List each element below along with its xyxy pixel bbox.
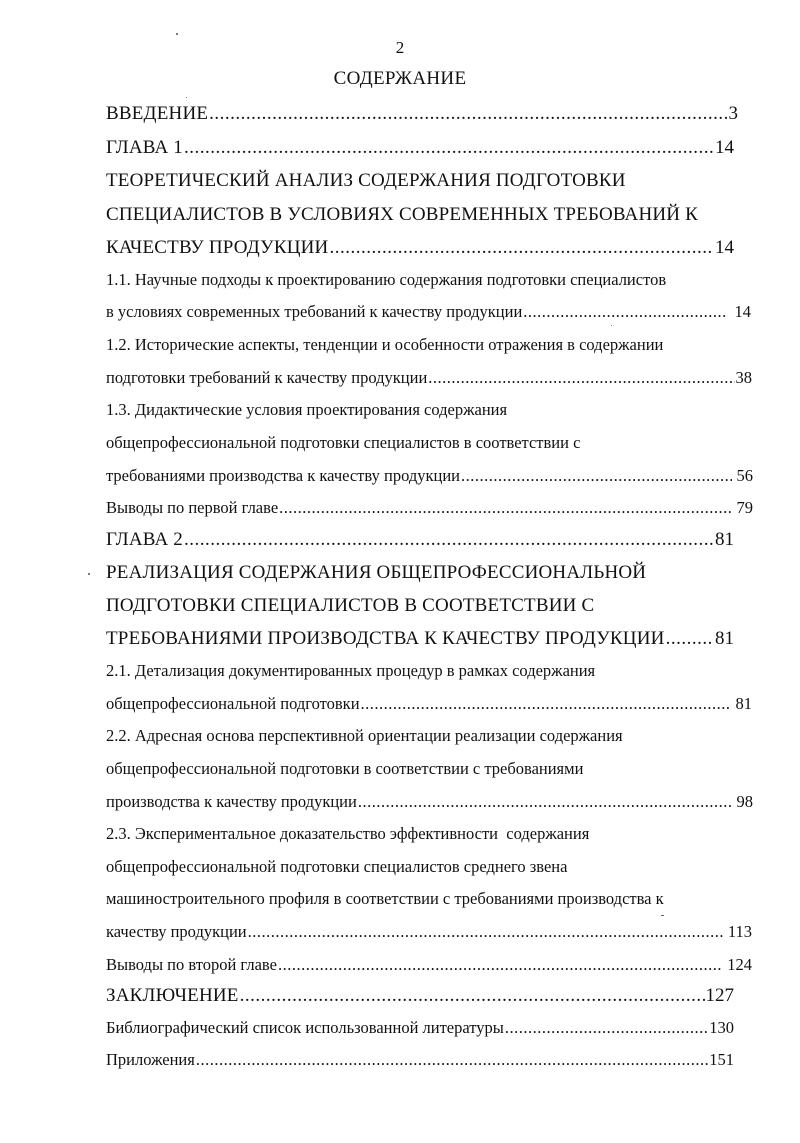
dot-leader: [196, 1050, 708, 1070]
toc-entry-conclusions-2[interactable]: [106, 955, 752, 975]
toc-entry-section-1-1[interactable]: [106, 302, 751, 322]
toc-entry-label: общепрофессиональной подготовки: [106, 694, 360, 713]
toc-entry-page: 81: [715, 628, 734, 649]
toc-entry-bibliography[interactable]: [106, 1018, 734, 1038]
page-title: СОДЕРЖАНИЕ: [333, 68, 467, 89]
toc-entry-page: 113: [727, 922, 752, 941]
toc-entry-conclusion[interactable]: [106, 985, 734, 1007]
dot-leader: [278, 955, 722, 975]
dot-leader: [184, 137, 714, 159]
dot-leader: [209, 103, 727, 125]
toc-entry-page: 14: [734, 302, 751, 321]
toc-entry-label: требованиями производства к качеству продукции: [106, 466, 461, 485]
toc-entry-label: в условиях современных требований к качеству продукции: [106, 302, 523, 321]
toc-entry-label: подготовки требований к качеству продукции: [106, 368, 428, 387]
toc-entry-chapter-1-title[interactable]: [106, 237, 734, 259]
toc-section-line: 1.3. Дидактические условия проектирования содержания: [106, 400, 508, 419]
toc-entry-chapter-2[interactable]: [106, 529, 734, 551]
toc-entry-label: ЗАКЛЮЧЕНИЕ: [106, 985, 239, 1006]
toc-section-line: общепрофессиональной подготовки специалистов среднего звена: [106, 857, 568, 876]
toc-entry-label: производства к качеству продукции: [106, 792, 357, 811]
toc-entry-page: 130: [709, 1018, 734, 1037]
toc-entry-label: Библиографический список использованной литературы: [106, 1018, 504, 1037]
toc-section-line: машиностроительного профиля в соответствии с требованиями производства к: [106, 889, 664, 908]
toc-entry-section-2-1[interactable]: [106, 694, 752, 714]
scan-speck: [611, 325, 612, 326]
toc-entry-label: Приложения: [106, 1050, 195, 1069]
toc-chapter-1-title-line: СПЕЦИАЛИСТОВ В УСЛОВИЯХ СОВРЕМЕННЫХ ТРЕБОВАНИЙ К: [106, 204, 699, 225]
dot-leader: [428, 368, 734, 388]
dot-leader: [184, 529, 714, 551]
toc-section-line: общепрофессиональной подготовки специалистов в соответствии с: [106, 433, 581, 452]
toc-section-line: 2.1. Детализация документированных процедур в рамках содержания: [106, 661, 596, 680]
scan-speck: [176, 33, 178, 35]
toc-entry-label: Выводы по первой главе: [106, 498, 279, 517]
toc-chapter-1-title-line: ТЕОРЕТИЧЕСКИЙ АНАЛИЗ СОДЕРЖАНИЯ ПОДГОТОВКИ: [106, 170, 626, 191]
toc-entry-page: 127: [705, 985, 734, 1006]
page-number: 2: [395, 38, 405, 57]
toc-section-line: 1.1. Научные подходы к проектированию содержания подготовки специалистов: [106, 270, 667, 289]
toc-entry-page: 81: [735, 694, 752, 713]
toc-entry-section-1-3[interactable]: [106, 466, 753, 486]
toc-section-line: 1.2. Исторические аспекты, тенденции и особенности отражения в содержании: [106, 335, 664, 354]
dot-leader: [329, 237, 714, 259]
toc-entry-intro[interactable]: [106, 103, 738, 125]
dot-leader: [240, 985, 705, 1007]
toc-entry-section-1-2[interactable]: [106, 368, 752, 388]
toc-entry-conclusions-1[interactable]: [106, 498, 753, 518]
toc-entry-section-2-2[interactable]: [106, 792, 753, 812]
toc-entry-page: 151: [709, 1050, 734, 1069]
dot-leader: [505, 1018, 708, 1038]
toc-entry-section-2-3[interactable]: [106, 922, 752, 942]
dot-leader: [461, 466, 731, 486]
dot-leader: [666, 628, 714, 650]
toc-chapter-2-title-line: ПОДГОТОВКИ СПЕЦИАЛИСТОВ В СООТВЕТСТВИИ С: [106, 595, 595, 616]
toc-entry-label: ГЛАВА 1: [106, 137, 184, 158]
toc-entry-page: 14: [715, 237, 734, 258]
dot-leader: [358, 792, 732, 812]
toc-entry-page: 81: [715, 529, 734, 550]
toc-chapter-2-title-line: РЕАЛИЗАЦИЯ СОДЕРЖАНИЯ ОБЩЕПРОФЕССИОНАЛЬНОЙ: [106, 562, 647, 583]
toc-entry-label: Выводы по второй главе: [106, 955, 277, 974]
toc-entry-label: ГЛАВА 2: [106, 529, 184, 550]
scan-speck: [186, 97, 187, 98]
toc-entry-page: 79: [736, 498, 753, 517]
toc-section-line: 2.2. Адресная основа перспективной ориентации реализации содержания: [106, 726, 623, 745]
dot-leader: [248, 922, 723, 942]
toc-entry-appendices[interactable]: [106, 1050, 734, 1070]
toc-entry-label: ВВЕДЕНИЕ: [106, 103, 209, 124]
dot-leader: [523, 302, 727, 322]
scan-speck: [661, 915, 664, 916]
toc-entry-page: 38: [735, 368, 752, 387]
toc-section-line: общепрофессиональной подготовки в соответствии с требованиями: [106, 759, 584, 778]
toc-entry-chapter-2-title[interactable]: [106, 628, 734, 650]
toc-entry-label: ТРЕБОВАНИЯМИ ПРОИЗВОДСТВА К КАЧЕСТВУ ПРОДУКЦИИ: [106, 628, 665, 649]
toc-entry-page: 98: [736, 792, 753, 811]
toc-entry-page: 56: [736, 466, 753, 485]
toc-entry-page: 3: [728, 103, 738, 124]
scan-speck: [88, 573, 90, 575]
toc-entry-chapter-1[interactable]: [106, 137, 734, 159]
toc-entry-label: качеству продукции: [106, 922, 247, 941]
toc-entry-page: 14: [715, 137, 734, 158]
toc-entry-page: 124: [727, 955, 752, 974]
dot-leader: [361, 694, 731, 714]
toc-section-line: 2.3. Экспериментальное доказательство эффективности содержания: [106, 824, 590, 843]
dot-leader: [279, 498, 731, 518]
toc-entry-label: КАЧЕСТВУ ПРОДУКЦИИ: [106, 237, 329, 258]
